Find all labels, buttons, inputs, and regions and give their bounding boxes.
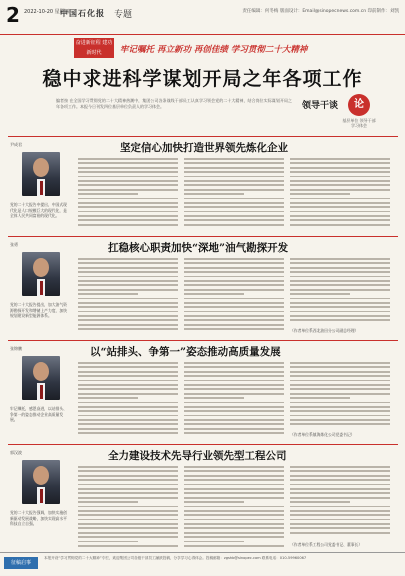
author-name: 尹成君 — [10, 142, 22, 147]
author-photo — [22, 356, 60, 400]
logo-subtitle: 基层单位 领导干部学习体会 — [342, 118, 376, 128]
text-column — [184, 362, 284, 440]
author-name: 张勇 — [10, 242, 18, 247]
pull-quote: 牢记嘱托，感恩奋进，以站排头、争第一的姿态推动企业高质量发展。 — [10, 406, 67, 422]
text-column — [184, 258, 284, 336]
text-column — [78, 258, 178, 336]
author-photo — [22, 460, 60, 504]
article-section — [8, 240, 398, 336]
text-column — [290, 362, 390, 430]
page-header — [0, 0, 405, 35]
author-affiliation: （作者单位系西北油田分公司副总经理） — [290, 328, 359, 333]
pull-quote: 党的二十大报告强调，加快实施创新驱动发展战略，加快实现高水平科技自立自强。 — [10, 510, 67, 526]
article-section — [8, 344, 398, 440]
pull-quote: 党的二十大报告提出，加大油气资源勘探开发和增储上产力度，加快规划建设新型能源体系。 — [10, 302, 67, 318]
divider — [8, 236, 398, 237]
text-column — [290, 466, 390, 540]
text-column — [78, 158, 178, 232]
column-logo — [296, 94, 374, 130]
logo-text: 领导干谈 — [302, 101, 339, 111]
text-column — [184, 158, 284, 232]
page-number: 2 — [6, 3, 20, 27]
article-title: 以“站排头、争第一”姿态推动高质量发展 — [90, 346, 281, 358]
author-photo — [22, 252, 60, 296]
article-title: 全力建设技术先导行业领先型工程公司 — [108, 450, 287, 462]
newspaper-brand: 中国石化报 — [60, 8, 105, 18]
author-name: 张锦鹏 — [10, 346, 22, 351]
editor-info: 责任编辑：何冬梅 版面设计：Email@sinopecnews.com.cn 印前制作：刘凯 — [242, 9, 399, 14]
text-column — [184, 466, 284, 550]
footer-text: 本报开设“学习贯彻党的二十大精神”专栏，欢迎集团公司各级干部员工踊跃投稿，分享学习心得体会。投稿邮箱：zgshb@sinopec.com 联系电话：010-59960067 — [44, 556, 307, 560]
author-photo — [22, 152, 60, 196]
author-affiliation: （作者单位系镇海炼化公司党委书记） — [290, 432, 355, 437]
banner-slogan: 牢记嘱托 再立新功 再创佳绩 学习贯彻二十大精神 — [120, 45, 308, 55]
article-section — [8, 448, 398, 550]
issue-date: 2022-10-20 星期四 — [24, 9, 70, 15]
article-title: 坚定信心加快打造世界领先炼化企业 — [120, 142, 288, 154]
editor-note: 编者按 在全国学习贯彻党的二十大精神热潮中，集团公司各条战线干部员工认真学习领会党的二十大精神，结合岗位实际谋划开局之年各项工作。本报今日刊发四位基层单位负责人的学习体会。 — [56, 98, 292, 109]
text-column — [78, 362, 178, 440]
logo-badge: 论 — [348, 94, 370, 116]
author-affiliation: （作者单位系工程公司党委书记、董事长） — [290, 542, 363, 547]
pull-quote: 党的二十大报告中提出，中国式现代化是人口规模巨大的现代化，是全体人民共同富裕的现代化。 — [10, 202, 67, 218]
divider — [8, 136, 398, 137]
text-column — [78, 466, 178, 550]
page-title: 稳中求进科学谋划开局之年各项工作 — [42, 68, 363, 90]
article-title: 扛稳核心职责加快“深地”油气勘探开发 — [108, 242, 289, 254]
campaign-banner — [74, 38, 354, 58]
author-name: 郭汉波 — [10, 450, 22, 455]
text-column — [290, 158, 390, 232]
page-footer — [0, 552, 405, 576]
divider — [8, 444, 398, 445]
section-name: 专题 — [114, 10, 133, 20]
footer-tag: 征稿启事 — [4, 557, 38, 569]
banner-tag: 奋进新征程 建功新时代 — [75, 40, 113, 56]
article-section — [8, 140, 398, 232]
text-column — [290, 258, 390, 326]
divider — [8, 340, 398, 341]
